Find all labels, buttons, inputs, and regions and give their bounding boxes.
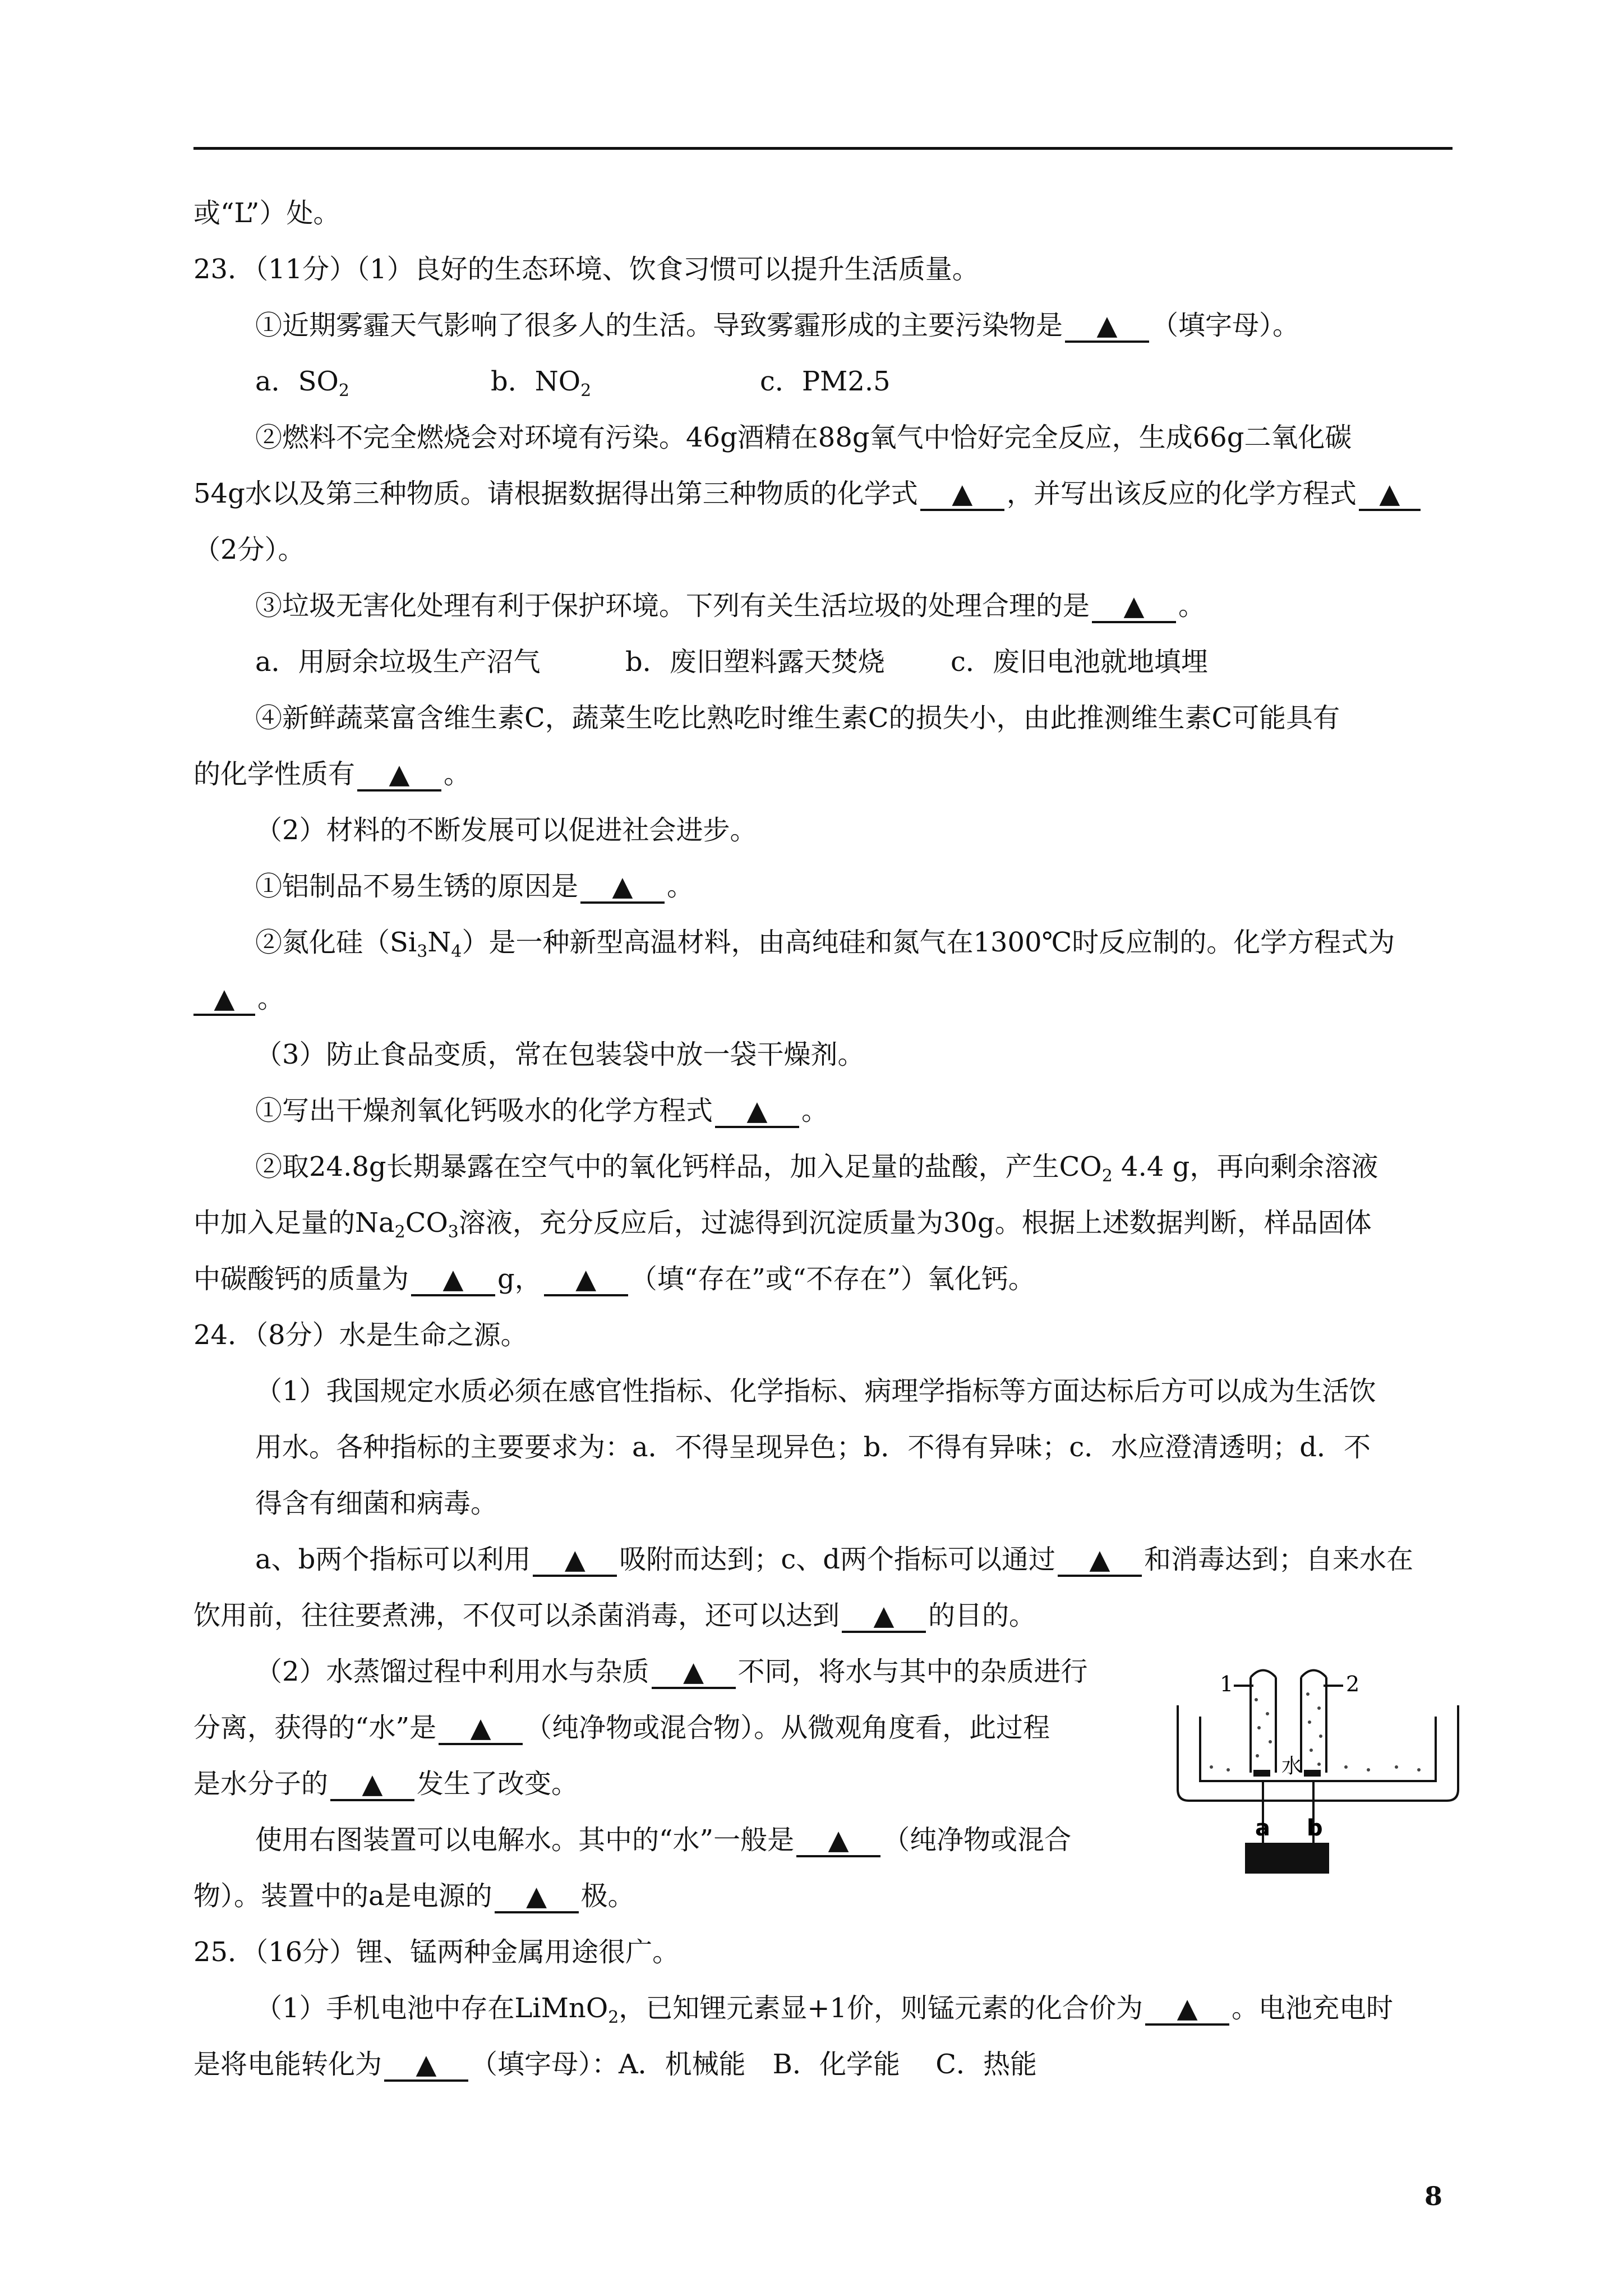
text: 使用右图装置可以电解水。其中的“水”一般是 [255, 1824, 795, 1856]
text: 。电池充电时 [1232, 1993, 1394, 2024]
answer-blank[interactable]: ▲ [842, 1600, 926, 1633]
text: 。 [801, 1095, 829, 1126]
answer-blank[interactable]: ▲ [715, 1096, 799, 1128]
text: 得含有细菌和病毒。 [255, 1488, 498, 1519]
answer-blank[interactable]: ▲ [1058, 1544, 1142, 1577]
text: 溶液，充分反应后，过滤得到沉淀质量为30g。根据上述数据判断，样品固体 [458, 1207, 1372, 1239]
text: （填字母）。 [1151, 310, 1300, 341]
answer-blank[interactable]: ▲ [357, 759, 441, 792]
text: （1）手机电池中存在LiMnO [255, 1993, 608, 2024]
text: 54g水以及第三种物质。请根据数据得出第三种物质的化学式 [193, 478, 918, 509]
text-line [193, 1700, 1147, 1756]
text-line: ②取24.8g长期暴露在空气中的氧化钙样品，加入足量的盐酸，产生$CO_2$ 4.4 g，再向剩余溶液 [255, 1151, 1378, 1186]
figure-label-b: b [1307, 1815, 1323, 1841]
page-number: 8 [1424, 2181, 1442, 2211]
answer-blank[interactable]: ▲ [1145, 1993, 1229, 2026]
text-line [193, 1083, 1453, 1139]
text: （2）材料的不断发展可以促进社会进步。 [255, 815, 757, 846]
power-source [1245, 1843, 1329, 1874]
question-23-heading [193, 241, 1453, 297]
answer-blank[interactable]: ▲ [652, 1657, 736, 1689]
text: （3）防止食品变质，常在包装袋中放一袋干燥剂。 [255, 1039, 865, 1070]
option-a: a．$SO_2$ [255, 366, 349, 401]
answer-blank[interactable]: ▲ [580, 871, 665, 904]
options-line [193, 353, 1453, 409]
text-line [193, 466, 1453, 522]
text-line [193, 1644, 1209, 1700]
answer-blank[interactable]: ▲ [544, 1264, 628, 1296]
text: （2）水蒸馏过程中利用水与杂质 [255, 1656, 649, 1687]
text: ②燃料不完全燃烧会对环境有污染。46g酒精在88g氧气中恰好完全反应，生成66g二氧化碳 [255, 422, 1352, 453]
test-tube-1 [1251, 1671, 1276, 1773]
text: 是将电能转化为 [193, 2049, 382, 2080]
text: 。 [444, 758, 471, 790]
figure-label-2: 2 [1346, 1672, 1360, 1696]
text-line [193, 858, 1453, 914]
text-line [193, 2036, 1453, 2092]
text: 极。 [580, 1880, 635, 1912]
text-line [193, 1868, 1147, 1924]
text: 23．（11分）（1）良好的生态环境、饮食习惯可以提升生活质量。 [193, 254, 979, 285]
answer-blank[interactable]: ▲ [193, 983, 255, 1016]
text: 中碳酸钙的质量为 [193, 1263, 409, 1295]
text-line: （1）手机电池中存在LiMnO$_2$，已知锂元素显+1价，则锰元素的化合价为 ▲ 。电池充电时 [255, 1993, 1394, 2027]
text-line [193, 1756, 1147, 1812]
header-rule [193, 147, 1453, 150]
text-line [193, 690, 1453, 746]
text: 和消毒达到；自来水在 [1144, 1544, 1413, 1575]
text: ，已知锂元素显+1价，则锰元素的化合价为 [619, 1993, 1144, 2024]
text: ①写出干燥剂氧化钙吸水的化学方程式 [255, 1095, 713, 1126]
figure-label-a: a [1255, 1815, 1270, 1841]
answer-blank[interactable]: ▲ [495, 1881, 579, 1913]
text: （2分）。 [193, 534, 305, 565]
answer-blank[interactable]: ▲ [1092, 591, 1176, 623]
option-b: b．$NO_2$ [491, 366, 592, 401]
option-c: c．PM2.5 [760, 366, 891, 397]
text-line [193, 746, 1453, 802]
electrode-a [1253, 1770, 1270, 1777]
section-heading [193, 1027, 1453, 1083]
text: 饮用前，往往要煮沸，不仅可以杀菌消毒，还可以达到 [193, 1600, 840, 1631]
text-line [193, 522, 1453, 578]
text: 分离，获得的“水”是 [193, 1712, 437, 1743]
answer-blank[interactable]: ▲ [796, 1825, 880, 1857]
text-line [193, 185, 1453, 241]
text: ，并写出该反应的化学方程式 [1006, 478, 1357, 509]
text: ①近期雾霾天气影响了很多人的生活。导致雾霾形成的主要污染物是 [255, 310, 1063, 341]
text: 。 [1178, 590, 1206, 622]
answer-blank[interactable]: ▲ [1065, 310, 1149, 343]
text-line: 中加入足量的$Na_2CO_3$溶液，充分反应后，过滤得到沉淀质量为30g。根据上述数据判断，样品固体 [193, 1207, 1372, 1242]
text-line [193, 1812, 1209, 1868]
text: 不同，将水与其中的杂质进行 [737, 1656, 1088, 1687]
text-line [193, 1588, 1453, 1644]
text: 或“L”）处。 [193, 197, 340, 229]
test-tube-2 [1301, 1671, 1326, 1773]
answer-blank[interactable]: ▲ [1359, 478, 1421, 511]
question-24-heading [193, 1307, 1453, 1363]
answer-blank[interactable]: ▲ [330, 1769, 414, 1801]
text: （填字母）：A．机械能 B．化学能 C．热能 [471, 2049, 1037, 2080]
text-line [193, 1419, 1453, 1475]
text: ④新鲜蔬菜富含维生素C，蔬菜生吃比熟吃时维生素C的损失小，由此推测维生素C可能具有 [255, 702, 1340, 734]
question-25-heading [193, 1924, 1453, 1980]
text: （纯净物或混合 [883, 1824, 1072, 1856]
text-line: ②氮化硅$(Si_3N_4)$是一种新型高温材料，由高纯硅和氮气在1300℃时反应制的。化学方程式为 [255, 927, 1395, 961]
text: 25．（16分）锂、锰两种金属用途很广。 [193, 1936, 680, 1968]
section-heading [193, 802, 1453, 858]
text: （纯净物或混合物）。从微观角度看，此过程 [525, 1712, 1050, 1743]
text: 物）。装置中的a是电源的 [193, 1880, 492, 1912]
answer-blank[interactable]: ▲ [384, 2049, 468, 2082]
text: （1）我国规定水质必须在感官性指标、化学指标、病理学指标等方面达标后方可以成为生活饮 [255, 1375, 1376, 1407]
text: 中加入足量的Na [193, 1207, 395, 1239]
text: 发生了改变。 [417, 1768, 579, 1800]
electrode-b [1304, 1770, 1321, 1777]
text: 用水。各种指标的主要要求为：a．不得呈现异色；b．不得有异味；c．水应澄清透明；d．不 [255, 1432, 1371, 1463]
answer-blank[interactable]: ▲ [920, 478, 1004, 511]
text: 。 [667, 871, 694, 902]
text-line [193, 970, 1453, 1027]
text: a、b两个指标可以利用 [255, 1544, 531, 1575]
text: （填“存在”或“不存在”）氧化钙。 [630, 1263, 1035, 1295]
figure-label-1: 1 [1220, 1672, 1234, 1696]
text: 的化学性质有 [193, 758, 356, 790]
text: ）是一种新型高温材料，由高纯硅和氮气在1300℃时反应制的。化学方程式为 [462, 927, 1395, 958]
electrolysis-apparatus-figure [1166, 1660, 1469, 1896]
outer-trough [1178, 1705, 1458, 1801]
answer-blank[interactable]: ▲ [411, 1264, 495, 1296]
options-line [193, 634, 1453, 690]
text: 24．（8分）水是生命之源。 [193, 1319, 528, 1351]
answer-blank[interactable]: ▲ [533, 1544, 617, 1577]
text-line [193, 409, 1453, 466]
text-line [193, 1475, 1453, 1531]
text: 是水分子的 [193, 1768, 329, 1800]
text-line [193, 297, 1453, 353]
text: 。 [257, 983, 285, 1014]
text: 的目的。 [928, 1600, 1036, 1631]
text: ②取24.8g长期暴露在空气中的氧化钙样品，加入足量的盐酸，产生CO [255, 1151, 1102, 1182]
text: ①铝制品不易生锈的原因是 [255, 871, 579, 902]
figure-label-water: 水 [1281, 1755, 1302, 1778]
text: 吸附而达到；c、d两个指标可以通过 [619, 1544, 1055, 1575]
text: 4.4 g，再向剩余溶液 [1112, 1151, 1378, 1182]
text: g， [497, 1263, 542, 1295]
option-c: c．废旧电池就地填埋 [951, 646, 1208, 678]
text-line [193, 1531, 1453, 1588]
text: ②氮化硅（Si [255, 927, 417, 958]
text: ③垃圾无害化处理有利于保护环境。下列有关生活垃圾的处理合理的是 [255, 590, 1090, 622]
option-a: a．用厨余垃圾生产沼气 [255, 646, 541, 678]
option-b: b．废旧塑料露天焚烧 [625, 646, 885, 678]
text-line [193, 1363, 1453, 1419]
text-line [193, 578, 1453, 634]
text-line [193, 1251, 1453, 1307]
answer-blank[interactable]: ▲ [439, 1713, 523, 1745]
